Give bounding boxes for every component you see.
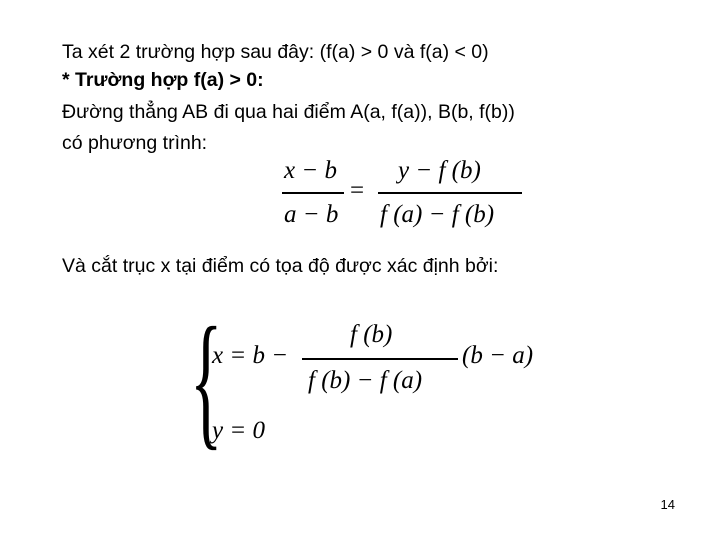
- eq1-equals: =: [350, 177, 365, 204]
- eq1-right-numerator: y − f (b): [398, 157, 481, 184]
- system-y-equation: y = 0: [212, 417, 265, 444]
- eq1-right-fraction-bar: [378, 192, 522, 194]
- text-line-4: có phương trình:: [62, 132, 208, 154]
- system-x-rhs: (b − a): [462, 342, 534, 369]
- eq1-right-denominator: f (a) − f (b): [380, 201, 495, 228]
- system-fraction-numerator: f (b): [350, 321, 393, 348]
- eq1-left-denominator: a − b: [284, 201, 339, 228]
- case-heading: * Trường hợp f(a) > 0:: [62, 69, 264, 91]
- text-line-1: Ta xét 2 trường hợp sau đây: (f(a) > 0 và f(a) < 0): [62, 41, 489, 63]
- system-fraction-denominator: f (b) − f (a): [308, 367, 423, 394]
- page-number: 14: [660, 497, 675, 512]
- system-brace: {: [190, 297, 223, 463]
- text-line-5: Và cắt trục x tại điểm có tọa độ được xác định bởi:: [62, 255, 499, 277]
- eq1-left-fraction-bar: [282, 192, 344, 194]
- system-x-lhs: x = b −: [212, 342, 289, 369]
- eq1-left-numerator: x − b: [284, 157, 337, 184]
- system-fraction-bar: [302, 358, 458, 360]
- text-line-3: Đường thẳng AB đi qua hai điểm A(a, f(a)), B(b, f(b)): [62, 101, 515, 123]
